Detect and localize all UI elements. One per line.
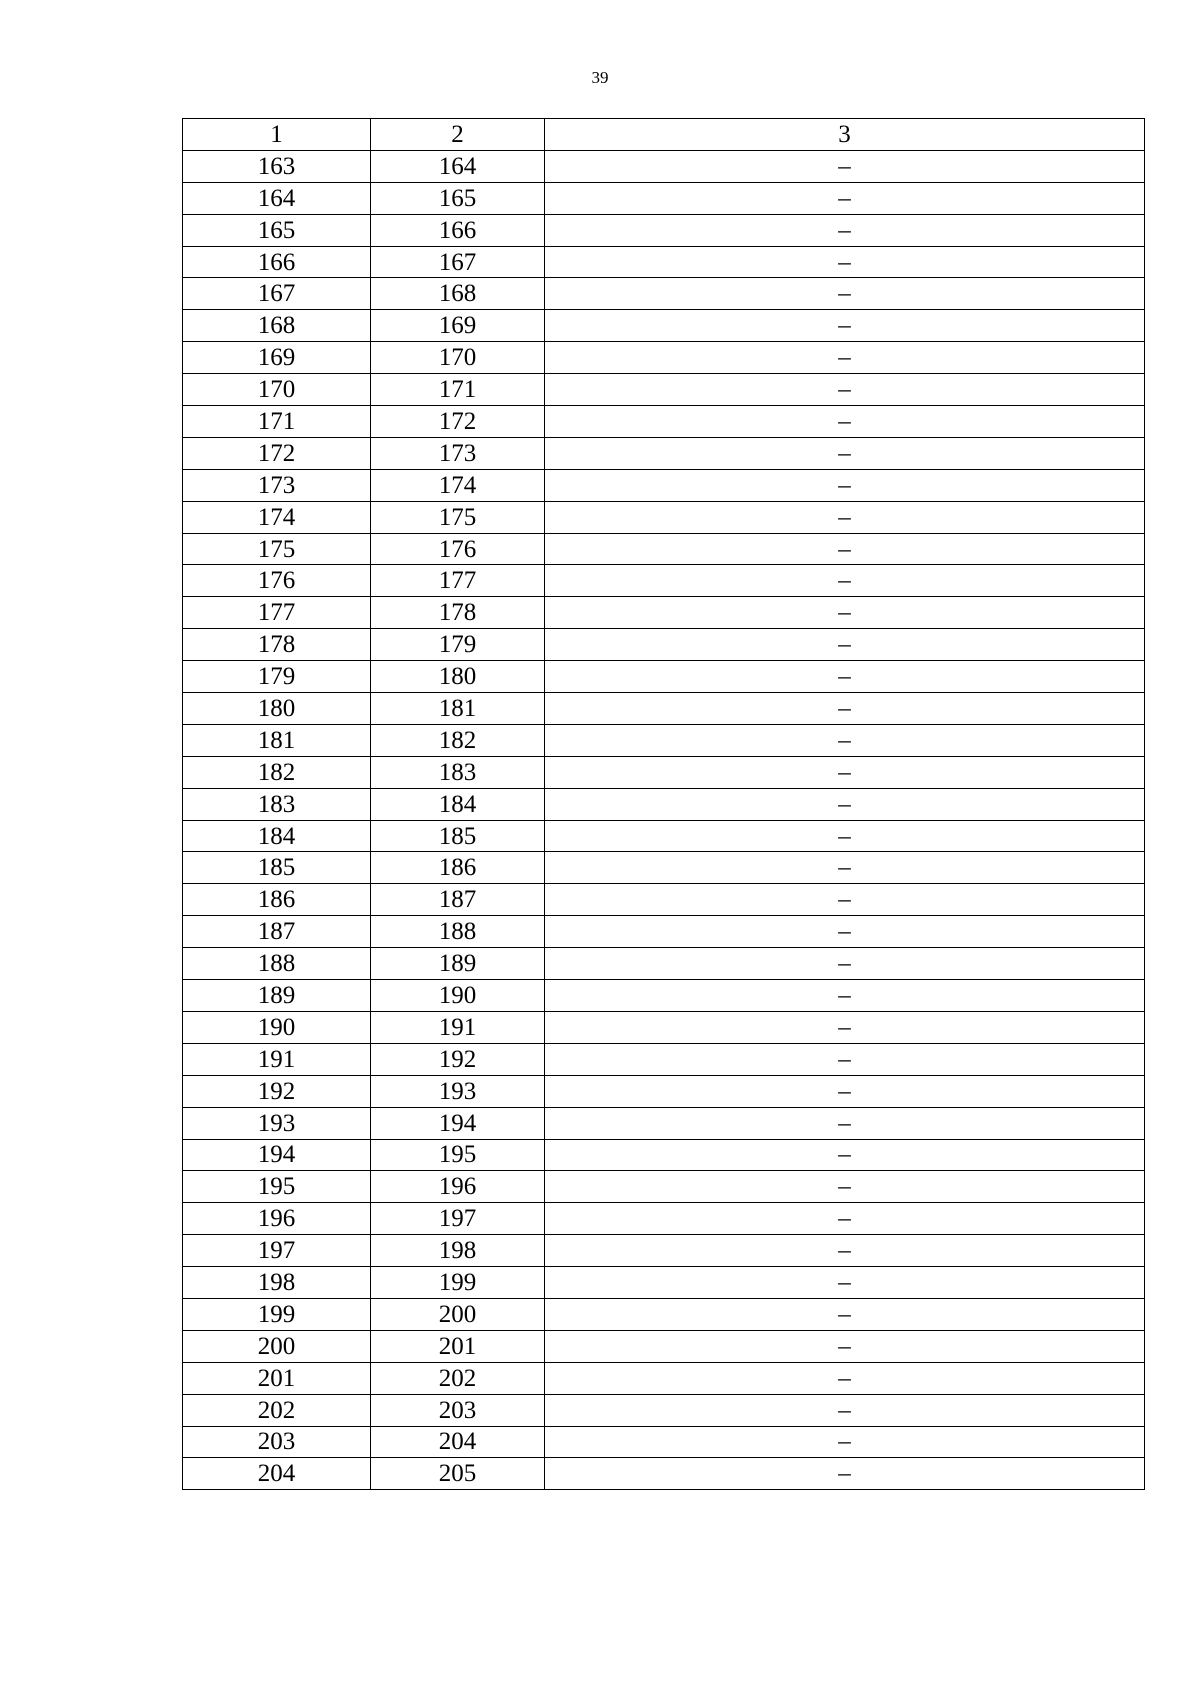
table-row	[183, 1458, 1145, 1490]
column-header-1: 1	[183, 119, 371, 151]
table-cell-col-1: 193	[183, 1107, 371, 1139]
table-cell-col-2: 192	[371, 1043, 545, 1075]
table-cell-col-1: 178	[183, 629, 371, 661]
column-header-2: 2	[371, 119, 545, 151]
table-cell-col-2: 173	[371, 437, 545, 469]
table-cell-col-3: –	[545, 597, 1145, 629]
table-row	[183, 1362, 1145, 1394]
table-row	[183, 565, 1145, 597]
table-cell-col-1: 183	[183, 788, 371, 820]
table-row	[183, 1394, 1145, 1426]
table-cell-col-1: 187	[183, 916, 371, 948]
table-row	[183, 724, 1145, 756]
table-cell-col-3: –	[545, 852, 1145, 884]
table-cell-col-2: 187	[371, 884, 545, 916]
table-cell-col-2: 166	[371, 214, 545, 246]
table-cell-col-2: 195	[371, 1139, 545, 1171]
table-row	[183, 884, 1145, 916]
table-cell-col-2: 186	[371, 852, 545, 884]
table-cell-col-1: 189	[183, 980, 371, 1012]
table-cell-col-2: 189	[371, 948, 545, 980]
table-cell-col-1: 203	[183, 1426, 371, 1458]
table-cell-col-1: 185	[183, 852, 371, 884]
table-cell-col-1: 192	[183, 1075, 371, 1107]
table-row	[183, 1171, 1145, 1203]
table-row	[183, 820, 1145, 852]
table-row	[183, 342, 1145, 374]
table-cell-col-1: 186	[183, 884, 371, 916]
table-body	[183, 150, 1145, 1489]
table-row	[183, 246, 1145, 278]
table-cell-col-3: –	[545, 820, 1145, 852]
table-cell-col-1: 182	[183, 756, 371, 788]
table-cell-col-3: –	[545, 437, 1145, 469]
table-cell-col-3: –	[545, 1139, 1145, 1171]
table-cell-col-1: 197	[183, 1235, 371, 1267]
table-cell-col-3: –	[545, 916, 1145, 948]
table-cell-col-2: 184	[371, 788, 545, 820]
table-cell-col-3: –	[545, 948, 1145, 980]
table-cell-col-1: 179	[183, 661, 371, 693]
table-row	[183, 501, 1145, 533]
table-cell-col-2: 200	[371, 1298, 545, 1330]
table-cell-col-1: 165	[183, 214, 371, 246]
table-cell-col-1: 174	[183, 501, 371, 533]
table-cell-col-2: 196	[371, 1171, 545, 1203]
table-cell-col-1: 199	[183, 1298, 371, 1330]
table-row	[183, 948, 1145, 980]
table-cell-col-3: –	[545, 1043, 1145, 1075]
table-cell-col-1: 163	[183, 150, 371, 182]
table-cell-col-1: 198	[183, 1267, 371, 1299]
table-row	[183, 214, 1145, 246]
table-cell-col-3: –	[545, 724, 1145, 756]
table-cell-col-3: –	[545, 884, 1145, 916]
table-cell-col-1: 176	[183, 565, 371, 597]
column-header-3: 3	[545, 119, 1145, 151]
table-cell-col-2: 201	[371, 1330, 545, 1362]
table-cell-col-2: 170	[371, 342, 545, 374]
table-row	[183, 374, 1145, 406]
table-row	[183, 1267, 1145, 1299]
table-cell-col-3: –	[545, 310, 1145, 342]
table-cell-col-2: 179	[371, 629, 545, 661]
table-cell-col-1: 191	[183, 1043, 371, 1075]
table-cell-col-1: 202	[183, 1394, 371, 1426]
table-cell-col-2: 205	[371, 1458, 545, 1490]
table-cell-col-3: –	[545, 246, 1145, 278]
table-cell-col-2: 188	[371, 916, 545, 948]
table-cell-col-2: 175	[371, 501, 545, 533]
table-cell-col-2: 181	[371, 693, 545, 725]
table-row	[183, 182, 1145, 214]
data-table	[182, 118, 1145, 1490]
table-row	[183, 1043, 1145, 1075]
table-cell-col-3: –	[545, 374, 1145, 406]
table-cell-col-2: 180	[371, 661, 545, 693]
table-cell-col-3: –	[545, 756, 1145, 788]
table-cell-col-1: 171	[183, 406, 371, 438]
table-cell-col-3: –	[545, 980, 1145, 1012]
table-cell-col-2: 169	[371, 310, 545, 342]
table-cell-col-3: –	[545, 693, 1145, 725]
table-cell-col-2: 198	[371, 1235, 545, 1267]
table-cell-col-1: 173	[183, 469, 371, 501]
table-row	[183, 629, 1145, 661]
table-cell-col-3: –	[545, 182, 1145, 214]
table-cell-col-1: 204	[183, 1458, 371, 1490]
table-cell-col-3: –	[545, 469, 1145, 501]
table-cell-col-3: –	[545, 150, 1145, 182]
table-row	[183, 1330, 1145, 1362]
table-cell-col-3: –	[545, 278, 1145, 310]
table-cell-col-2: 164	[371, 150, 545, 182]
table-cell-col-3: –	[545, 1075, 1145, 1107]
table-cell-col-2: 194	[371, 1107, 545, 1139]
table-cell-col-1: 164	[183, 182, 371, 214]
table-cell-col-1: 201	[183, 1362, 371, 1394]
table-row	[183, 406, 1145, 438]
table-cell-col-3: –	[545, 629, 1145, 661]
table-cell-col-2: 182	[371, 724, 545, 756]
table-cell-col-1: 169	[183, 342, 371, 374]
table-cell-col-2: 171	[371, 374, 545, 406]
table-row	[183, 756, 1145, 788]
table-cell-col-1: 188	[183, 948, 371, 980]
table-cell-col-2: 202	[371, 1362, 545, 1394]
table-cell-col-2: 183	[371, 756, 545, 788]
table-cell-col-3: –	[545, 1171, 1145, 1203]
table-cell-col-3: –	[545, 788, 1145, 820]
table-cell-col-3: –	[545, 1011, 1145, 1043]
table-cell-col-3: –	[545, 565, 1145, 597]
table-cell-col-2: 199	[371, 1267, 545, 1299]
table-cell-col-2: 172	[371, 406, 545, 438]
table-cell-col-1: 200	[183, 1330, 371, 1362]
table-row	[183, 1139, 1145, 1171]
table-row	[183, 533, 1145, 565]
table-row	[183, 278, 1145, 310]
table-cell-col-2: 203	[371, 1394, 545, 1426]
table-cell-col-3: –	[545, 1458, 1145, 1490]
table-cell-col-3: –	[545, 1267, 1145, 1299]
table-row	[183, 1298, 1145, 1330]
table-row	[183, 1203, 1145, 1235]
table-row	[183, 661, 1145, 693]
table-cell-col-1: 172	[183, 437, 371, 469]
table-cell-col-1: 170	[183, 374, 371, 406]
table-cell-col-1: 175	[183, 533, 371, 565]
table-row	[183, 916, 1145, 948]
table-cell-col-1: 168	[183, 310, 371, 342]
table-header-row	[183, 119, 1145, 151]
table-cell-col-3: –	[545, 214, 1145, 246]
table-cell-col-1: 190	[183, 1011, 371, 1043]
table-cell-col-2: 190	[371, 980, 545, 1012]
table-cell-col-3: –	[545, 406, 1145, 438]
table-cell-col-1: 196	[183, 1203, 371, 1235]
table-cell-col-1: 194	[183, 1139, 371, 1171]
table-row	[183, 437, 1145, 469]
table-row	[183, 1426, 1145, 1458]
table-row	[183, 597, 1145, 629]
table-cell-col-2: 204	[371, 1426, 545, 1458]
table-cell-col-3: –	[545, 1298, 1145, 1330]
table-cell-col-2: 168	[371, 278, 545, 310]
table-cell-col-3: –	[545, 1107, 1145, 1139]
table-row	[183, 1235, 1145, 1267]
table-cell-col-2: 174	[371, 469, 545, 501]
table-cell-col-3: –	[545, 501, 1145, 533]
table-cell-col-1: 181	[183, 724, 371, 756]
table-cell-col-3: –	[545, 1235, 1145, 1267]
table-cell-col-2: 185	[371, 820, 545, 852]
table-cell-col-1: 195	[183, 1171, 371, 1203]
page-number: 39	[591, 68, 609, 87]
table-cell-col-1: 177	[183, 597, 371, 629]
table-row	[183, 1011, 1145, 1043]
table-cell-col-2: 177	[371, 565, 545, 597]
table-cell-col-3: –	[545, 1362, 1145, 1394]
table-cell-col-1: 180	[183, 693, 371, 725]
table-cell-col-2: 165	[371, 182, 545, 214]
table-row	[183, 469, 1145, 501]
table-row	[183, 693, 1145, 725]
table-cell-col-2: 197	[371, 1203, 545, 1235]
table-cell-col-3: –	[545, 533, 1145, 565]
table-cell-col-2: 176	[371, 533, 545, 565]
table-cell-col-3: –	[545, 342, 1145, 374]
table-cell-col-2: 191	[371, 1011, 545, 1043]
table-cell-col-3: –	[545, 661, 1145, 693]
table-row	[183, 788, 1145, 820]
table-cell-col-1: 184	[183, 820, 371, 852]
table-row	[183, 1075, 1145, 1107]
table-cell-col-3: –	[545, 1330, 1145, 1362]
table-row	[183, 310, 1145, 342]
table-cell-col-2: 193	[371, 1075, 545, 1107]
table-row	[183, 852, 1145, 884]
table-row	[183, 980, 1145, 1012]
table-row	[183, 1107, 1145, 1139]
table-cell-col-2: 178	[371, 597, 545, 629]
table-row	[183, 150, 1145, 182]
table-cell-col-3: –	[545, 1203, 1145, 1235]
table-cell-col-1: 166	[183, 246, 371, 278]
table-cell-col-1: 167	[183, 278, 371, 310]
table-cell-col-2: 167	[371, 246, 545, 278]
table-cell-col-3: –	[545, 1394, 1145, 1426]
table-cell-col-3: –	[545, 1426, 1145, 1458]
